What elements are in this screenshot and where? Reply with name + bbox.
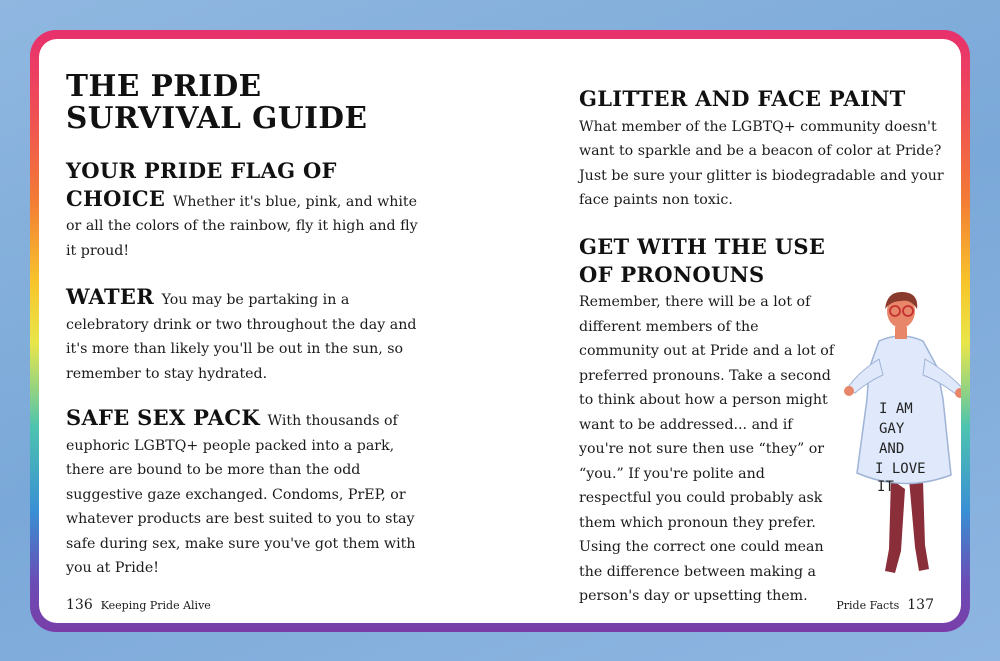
section-heading: GET WITH THE USE OF PRONOUNS — [579, 234, 826, 287]
section-body: What member of the LGBTQ+ community doesn't want to sparkle and be a beacon of color at Pride? Just be sure your glitter is biodegradable and your face paints non toxic. — [579, 118, 944, 208]
section-heading: SAFE SEX PACK — [66, 405, 268, 430]
section-body: Whether it's blue, pink, and white or all the colors of the rainbow, fly it high and fly it proud! — [66, 193, 418, 259]
shirt-text-line: IT — [877, 479, 894, 495]
section-pronouns — [579, 235, 837, 609]
page-number: 137 — [907, 597, 934, 613]
book-spread — [39, 39, 961, 623]
neck — [895, 327, 907, 339]
shirt-text-line: I LOVE — [875, 461, 926, 477]
rainbow-border — [30, 30, 970, 632]
shirt-text-line: GAY — [879, 421, 905, 437]
section-safe-sex-pack — [66, 406, 421, 581]
shirt-text-line: I AM — [879, 401, 913, 417]
page-number: 136 — [66, 597, 93, 613]
section-body: Remember, there will be a lot of different members of the community out at Pride and a lot of preferred pronouns. Take a second to think about how a person might want to be addressed... and if you're not sure then use “they” or “you.” If you're polite and respectful you could probably ask them which pronoun they prefer. Using the correct one could mean the difference between making a person's day or upsetting them. — [579, 294, 835, 604]
section-glitter — [579, 87, 949, 213]
right-leg — [909, 479, 929, 571]
page-title: THE PRIDE SURVIVAL GUIDE — [66, 68, 368, 135]
section-heading: WATER — [66, 284, 162, 309]
person-illustration — [839, 289, 961, 579]
section-pride-flag — [66, 159, 421, 263]
section-body: With thousands of euphoric LGBTQ+ people packed into a park, there are bound to be more than the odd suggestive gaze exchanged. Condoms, PrEP, or whatever products are best suited to you to stay safe during sex, make sure you've got them with you at Pride! — [66, 413, 416, 576]
section-body: You may be partaking in a celebratory drink or two throughout the day and it's more than likely you'll be out in the sun, so remember to stay hydrated. — [66, 292, 417, 382]
footer-left — [66, 597, 211, 613]
section-water — [66, 285, 421, 386]
footer-label: Pride Facts — [836, 599, 900, 612]
section-heading: GLITTER AND FACE PAINT — [579, 86, 906, 111]
section-heading: YOUR PRIDE FLAG OF CHOICE — [66, 158, 337, 211]
left-hand — [844, 386, 854, 396]
footer-label: Keeping Pride Alive — [100, 599, 211, 612]
shirt-text-line: AND — [879, 441, 905, 457]
footer-right — [836, 597, 934, 613]
